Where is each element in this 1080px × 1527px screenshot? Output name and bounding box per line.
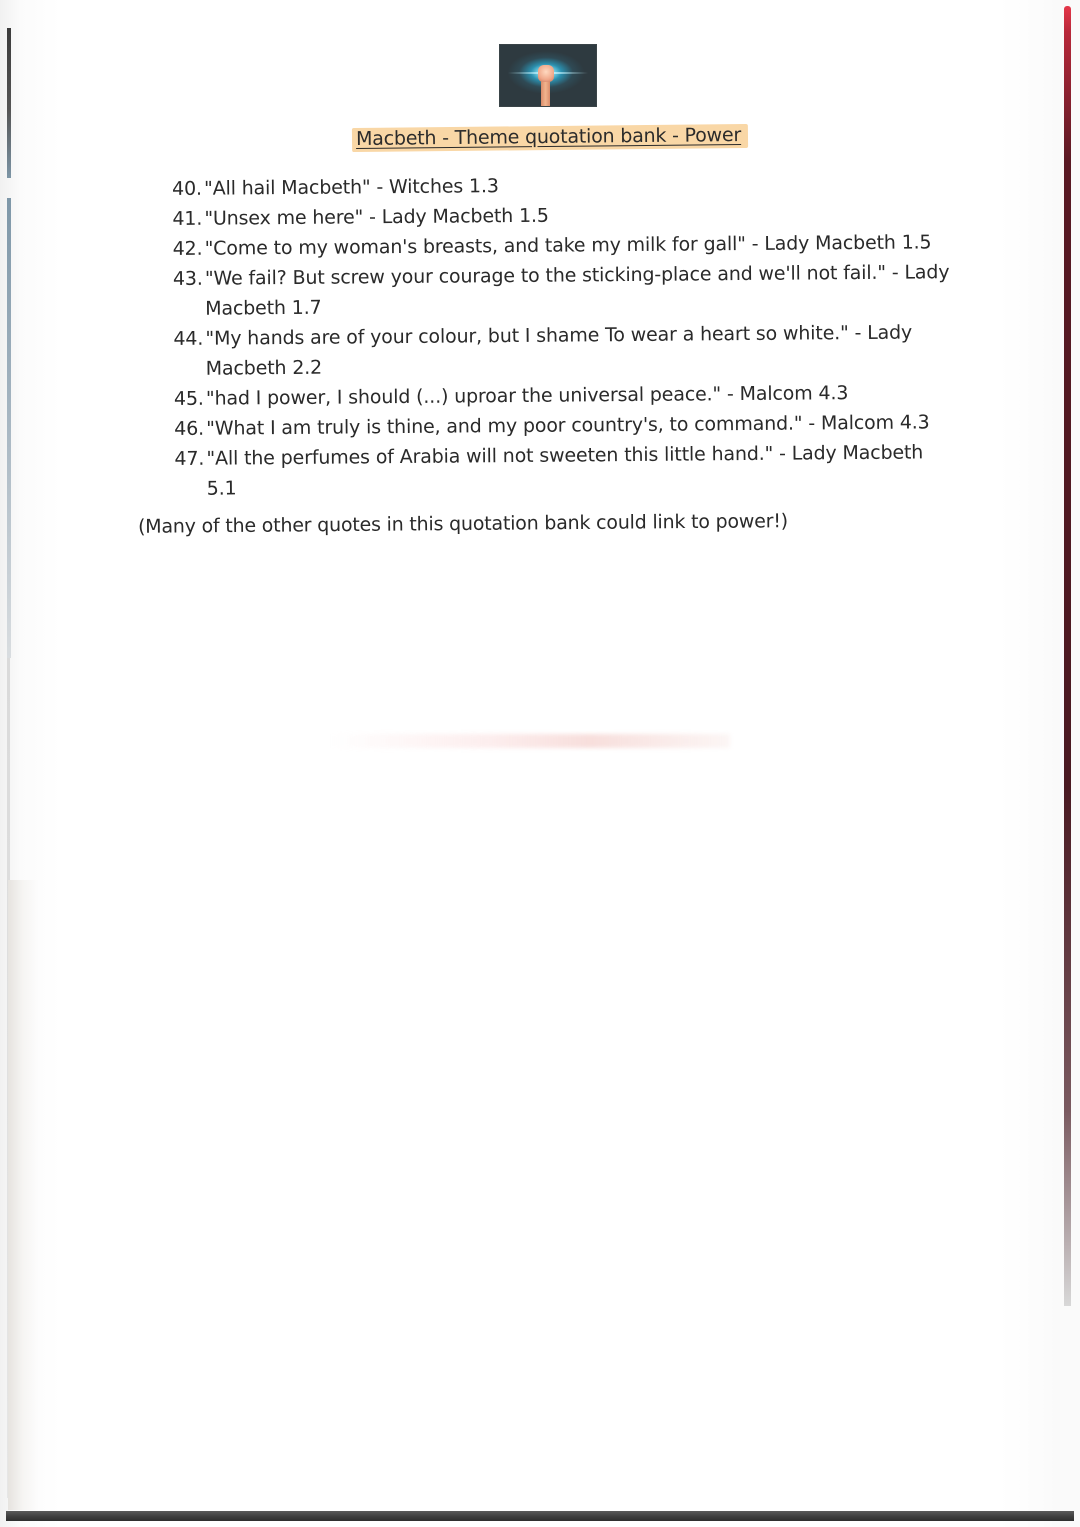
quote-number: 45. (173, 387, 204, 410)
quote-number: 44. (173, 327, 204, 350)
quote-item (173, 317, 953, 384)
ink-bleed-through (330, 734, 730, 748)
quote-text: "What I am truly is thine, and my poor country's, to command." - Malcom 4.3 (206, 411, 930, 440)
scan-edge-right (1064, 6, 1071, 1306)
arm-shape (541, 79, 550, 107)
quote-text: "Come to my woman's breasts, and take my milk for gall" - Lady Macbeth 1.5 (204, 231, 932, 260)
scan-edge-left-lower (7, 198, 11, 658)
quote-number: 46. (174, 417, 205, 440)
quote-number: 42. (172, 237, 203, 260)
footnote: (Many of the other quotes in this quotation bank could link to power!) (137, 510, 789, 538)
quote-text: "All the perfumes of Arabia will not sweeten this little hand." - Lady Macbeth 5.1 (206, 441, 924, 500)
raised-fist-power-icon (499, 44, 597, 107)
fist-shape (538, 65, 554, 82)
title-block (352, 124, 745, 154)
quote-number: 43. (172, 267, 203, 290)
quote-text: "had I power, I should (...) uproar the universal peace." - Malcom 4.3 (205, 382, 849, 410)
quote-number: 47. (174, 447, 205, 470)
quote-list (172, 167, 955, 504)
quote-text: "All hail Macbeth" - Witches 1.3 (204, 175, 499, 200)
scan-edge-left (7, 28, 11, 178)
scan-edge-bottom (6, 1511, 1074, 1521)
quote-item (173, 257, 953, 324)
quote-text: "We fail? But screw your courage to the sticking-place and we'll not fail." - Lady Macbeth 1.7 (204, 261, 950, 320)
quote-number: 41. (172, 207, 203, 230)
quote-text: "My hands are of your colour, but I shame To wear a heart so white." - Lady Macbeth 2.2 (205, 321, 913, 380)
scan-shadow (8, 880, 38, 1510)
quote-item (174, 437, 954, 504)
page-title: Macbeth - Theme quotation bank - Power (355, 123, 742, 151)
quote-number: 40. (172, 177, 203, 200)
quote-text: "Unsex me here" - Lady Macbeth 1.5 (204, 204, 549, 230)
